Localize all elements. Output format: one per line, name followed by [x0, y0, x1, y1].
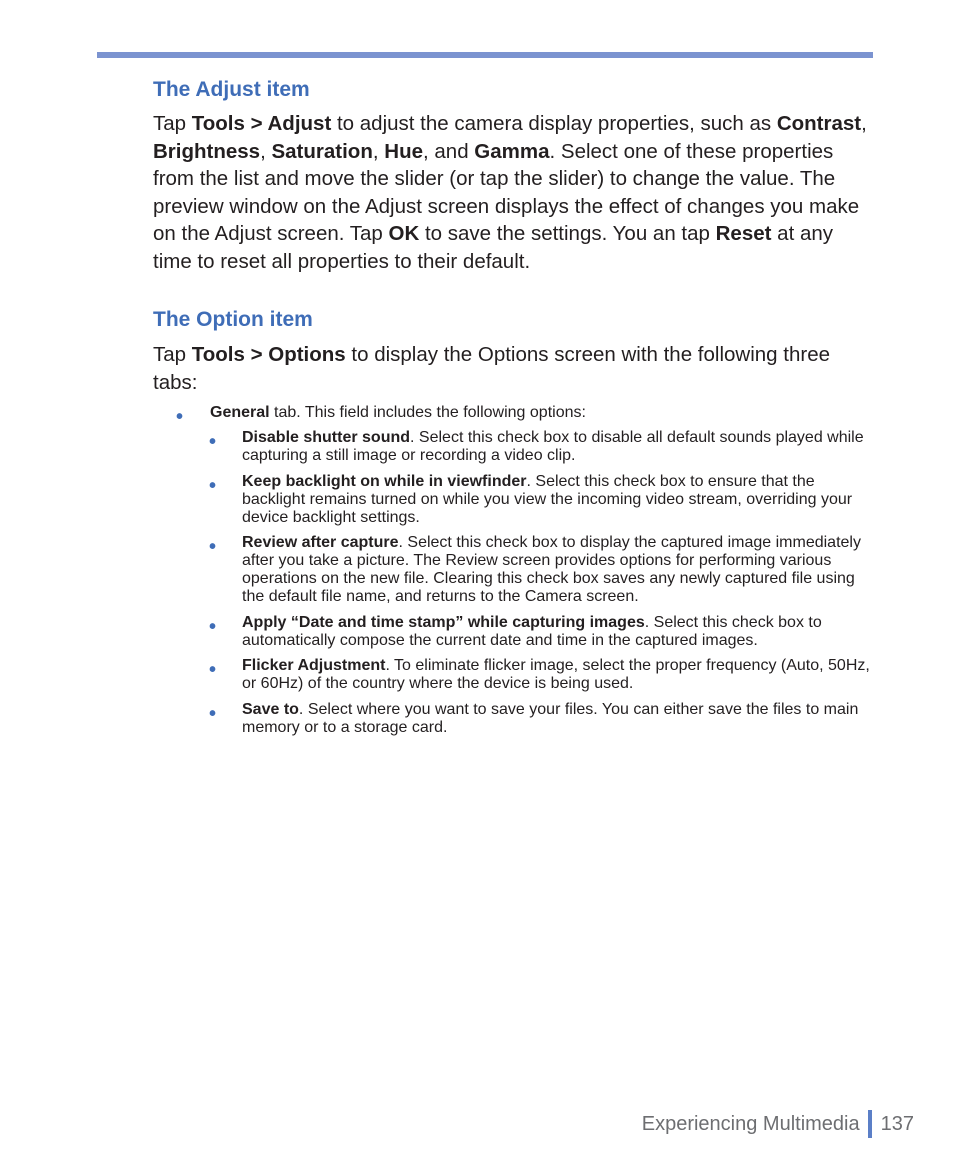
list-item — [153, 657, 875, 693]
text-run: . Select this check box to ensure that the backlight remains turned on while you view the incoming video stream, overriding your device backlight settings. — [242, 472, 853, 526]
text-run: at any time to reset all properties to their default. — [153, 222, 834, 273]
item-text — [242, 657, 870, 692]
bold-term: Hue — [384, 139, 423, 163]
bold-term: Brightness — [153, 139, 261, 163]
list-item-general-tab — [153, 404, 875, 737]
item-text — [242, 614, 822, 649]
bold-term: OK — [388, 222, 420, 245]
text-run: to display the Options screen with the following three tabs: — [153, 343, 830, 394]
bold-term: Reset — [715, 222, 772, 245]
item-text — [242, 473, 852, 526]
bold-term: Review after capture — [242, 534, 399, 551]
text-run: tab. This field includes the following options: — [269, 404, 586, 421]
header-rule — [97, 52, 873, 58]
footer-chapter-title: Experiencing Multimedia — [641, 1112, 860, 1135]
text-run: . Select this check box to disable all default sounds played while capturing a still image or recording a video clip. — [242, 429, 864, 464]
list-item — [153, 473, 875, 527]
bold-term: Saturation — [271, 139, 373, 163]
bullet-icon: • — [176, 406, 184, 428]
text-run: , — [260, 139, 272, 163]
bullet-icon: • — [209, 474, 217, 497]
item-text — [210, 404, 586, 421]
text-run: . Select one of these properties from the list and move the slider (or tap the slider) to change the value. The preview window on the Adjust screen displays the effect of changes you make on the Adjust screen. Tap — [153, 139, 860, 245]
option-item-heading: The Option item — [153, 308, 313, 331]
bold-term: Gamma — [474, 139, 550, 163]
page-footer — [642, 1110, 914, 1138]
adjust-item-paragraph — [153, 110, 875, 275]
bold-term: Disable shutter sound — [242, 429, 411, 446]
general-options-list — [153, 429, 875, 737]
bold-term: General — [210, 404, 270, 421]
bold-term: Tools > Options — [191, 343, 346, 366]
tabs-list — [153, 404, 875, 737]
list-item — [153, 614, 875, 650]
text-run: . Select where you want to save your files. You can either save the files to main memory or to a storage card. — [242, 700, 859, 736]
bold-term: Apply “Date and time stamp” while capturing images — [242, 613, 645, 631]
text-run: . To eliminate flicker image, select the proper frequency (Auto, 50Hz, or 60Hz) of the country where the device is being used. — [242, 657, 870, 692]
option-item-paragraph — [153, 341, 875, 396]
bold-term: Tools > Adjust — [191, 112, 332, 135]
list-item — [153, 429, 875, 465]
text-run: to adjust the camera display properties, such as — [331, 112, 777, 135]
text-run: . Select this check box to automatically compose the current date and time in the captured images. — [242, 613, 822, 649]
list-item — [153, 534, 875, 606]
text-run: , — [861, 112, 867, 135]
item-text — [242, 701, 858, 736]
list-item — [153, 701, 875, 737]
text-run: , — [372, 139, 385, 163]
adjust-item-heading: The Adjust item — [153, 78, 310, 101]
text-run: Tap — [153, 343, 192, 366]
text-run: , and — [423, 139, 475, 163]
page-number: 137 — [880, 1112, 914, 1135]
bullet-icon: • — [209, 702, 217, 725]
item-text — [242, 429, 864, 464]
text-run: to save the settings. You an tap — [419, 222, 716, 245]
bullet-icon: • — [209, 615, 217, 638]
bullet-icon: • — [209, 431, 217, 453]
bold-term: Contrast — [776, 112, 862, 135]
footer-divider — [868, 1110, 872, 1138]
bold-term: Keep backlight on while in viewfinder — [242, 472, 527, 490]
bullet-icon: • — [209, 536, 217, 558]
text-run: . Select this check box to display the captured image immediately after you take a picture. The Review screen provides options for performing various operations on the new file. Clearing this check box saves any newly captured file using the default file name, and returns to the Camera screen. — [242, 534, 861, 605]
bold-term: Save to — [242, 700, 299, 718]
bullet-icon: • — [209, 659, 217, 681]
text-run: Tap — [153, 112, 192, 135]
page-content — [153, 76, 875, 744]
item-text — [242, 534, 861, 605]
bold-term: Flicker Adjustment — [242, 657, 386, 674]
